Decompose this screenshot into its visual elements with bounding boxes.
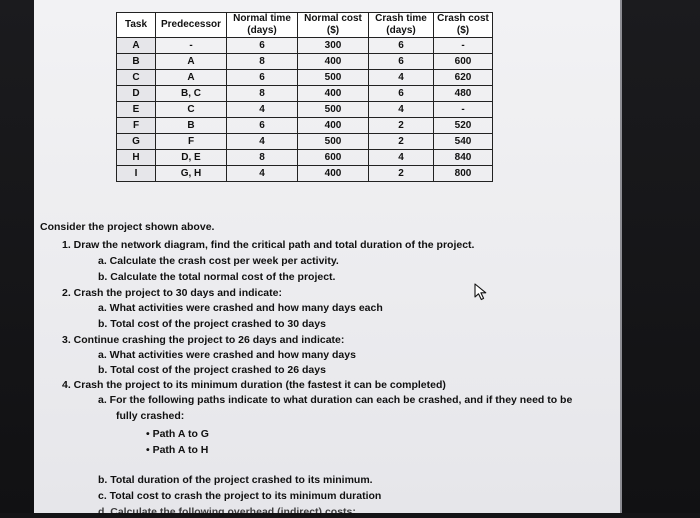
- cell-predecessor: B: [156, 118, 227, 134]
- question-4c: c. Total cost to crash the project to its minimum duration: [98, 490, 382, 502]
- cell-predecessor: F: [156, 134, 227, 150]
- cell-crash-cost: -: [434, 102, 493, 118]
- question-1: 1. Draw the network diagram, find the critical path and total duration of the project.: [62, 239, 475, 251]
- question-4: 4. Crash the project to its minimum duration (the fastest it can be completed): [62, 379, 446, 391]
- cell-predecessor: A: [156, 70, 227, 86]
- cell-normal-cost: 400: [298, 166, 369, 182]
- cell-task: H: [117, 150, 156, 166]
- cell-predecessor: B, C: [156, 86, 227, 102]
- path-a-to-h: • Path A to H: [146, 444, 209, 456]
- header-task: Task: [117, 13, 156, 38]
- cell-normal-time: 8: [227, 54, 298, 70]
- cell-task: G: [117, 134, 156, 150]
- cell-crash-cost: -: [434, 38, 493, 54]
- cell-predecessor: G, H: [156, 166, 227, 182]
- cell-crash-cost: 480: [434, 86, 493, 102]
- cell-task: F: [117, 118, 156, 134]
- question-3a: a. What activities were crashed and how many days: [98, 349, 356, 361]
- cell-crash-time: 6: [369, 86, 434, 102]
- cell-normal-cost: 500: [298, 134, 369, 150]
- question-3: 3. Continue crashing the project to 26 days and indicate:: [62, 334, 345, 346]
- cell-normal-time: 4: [227, 134, 298, 150]
- cell-task: B: [117, 54, 156, 70]
- cell-normal-cost: 500: [298, 70, 369, 86]
- cell-normal-time: 8: [227, 150, 298, 166]
- cell-predecessor: D, E: [156, 150, 227, 166]
- question-1b: b. Calculate the total normal cost of the project.: [98, 271, 336, 283]
- question-3b: b. Total cost of the project crashed to 26 days: [98, 364, 326, 376]
- cell-normal-cost: 600: [298, 150, 369, 166]
- intro-text: Consider the project shown above.: [40, 221, 215, 233]
- cell-task: I: [117, 166, 156, 182]
- cell-normal-cost: 400: [298, 54, 369, 70]
- header-crash-time: Crash time (days): [369, 13, 434, 38]
- cell-task: E: [117, 102, 156, 118]
- cell-normal-time: 8: [227, 86, 298, 102]
- cell-crash-time: 2: [369, 166, 434, 182]
- question-1a: a. Calculate the crash cost per week per activity.: [98, 255, 339, 267]
- cell-crash-time: 4: [369, 70, 434, 86]
- header-predecessor: Predecessor: [156, 13, 227, 38]
- cell-normal-cost: 500: [298, 102, 369, 118]
- question-2: 2. Crash the project to 30 days and indicate:: [62, 287, 282, 299]
- cell-crash-cost: 600: [434, 54, 493, 70]
- header-normal-cost: Normal cost ($): [298, 13, 369, 38]
- question-2a: a. What activities were crashed and how many days each: [98, 302, 383, 314]
- cell-task: C: [117, 70, 156, 86]
- cell-normal-cost: 400: [298, 118, 369, 134]
- question-2b: b. Total cost of the project crashed to 30 days: [98, 318, 326, 330]
- cell-crash-cost: 840: [434, 150, 493, 166]
- cell-crash-cost: 800: [434, 166, 493, 182]
- cell-crash-time: 2: [369, 134, 434, 150]
- cell-crash-cost: 540: [434, 134, 493, 150]
- cell-crash-time: 4: [369, 150, 434, 166]
- cell-task: D: [117, 86, 156, 102]
- header-crash-cost: Crash cost ($): [434, 13, 493, 38]
- question-4a-continued: fully crashed:: [116, 410, 185, 422]
- cell-normal-cost: 300: [298, 38, 369, 54]
- cell-crash-time: 6: [369, 38, 434, 54]
- cell-crash-time: 6: [369, 54, 434, 70]
- mouse-pointer-icon: [474, 283, 488, 301]
- cell-predecessor: C: [156, 102, 227, 118]
- cell-crash-cost: 520: [434, 118, 493, 134]
- cell-crash-cost: 620: [434, 70, 493, 86]
- cell-task: A: [117, 38, 156, 54]
- question-4b: b. Total duration of the project crashed to its minimum.: [98, 474, 373, 486]
- cell-normal-cost: 400: [298, 86, 369, 102]
- question-4d-partial: d. Calculate the following overhead (indirect) costs:: [98, 506, 356, 518]
- cell-predecessor: A: [156, 54, 227, 70]
- cell-normal-time: 6: [227, 38, 298, 54]
- cell-crash-time: 4: [369, 102, 434, 118]
- cell-predecessor: -: [156, 38, 227, 54]
- cell-normal-time: 6: [227, 70, 298, 86]
- path-a-to-g: • Path A to G: [146, 428, 209, 440]
- cell-normal-time: 4: [227, 166, 298, 182]
- cell-normal-time: 6: [227, 118, 298, 134]
- question-4a: a. For the following paths indicate to what duration can each be crashed, and if they need to be: [98, 394, 573, 406]
- cell-crash-time: 2: [369, 118, 434, 134]
- header-normal-time: Normal time (days): [227, 13, 298, 38]
- cell-normal-time: 4: [227, 102, 298, 118]
